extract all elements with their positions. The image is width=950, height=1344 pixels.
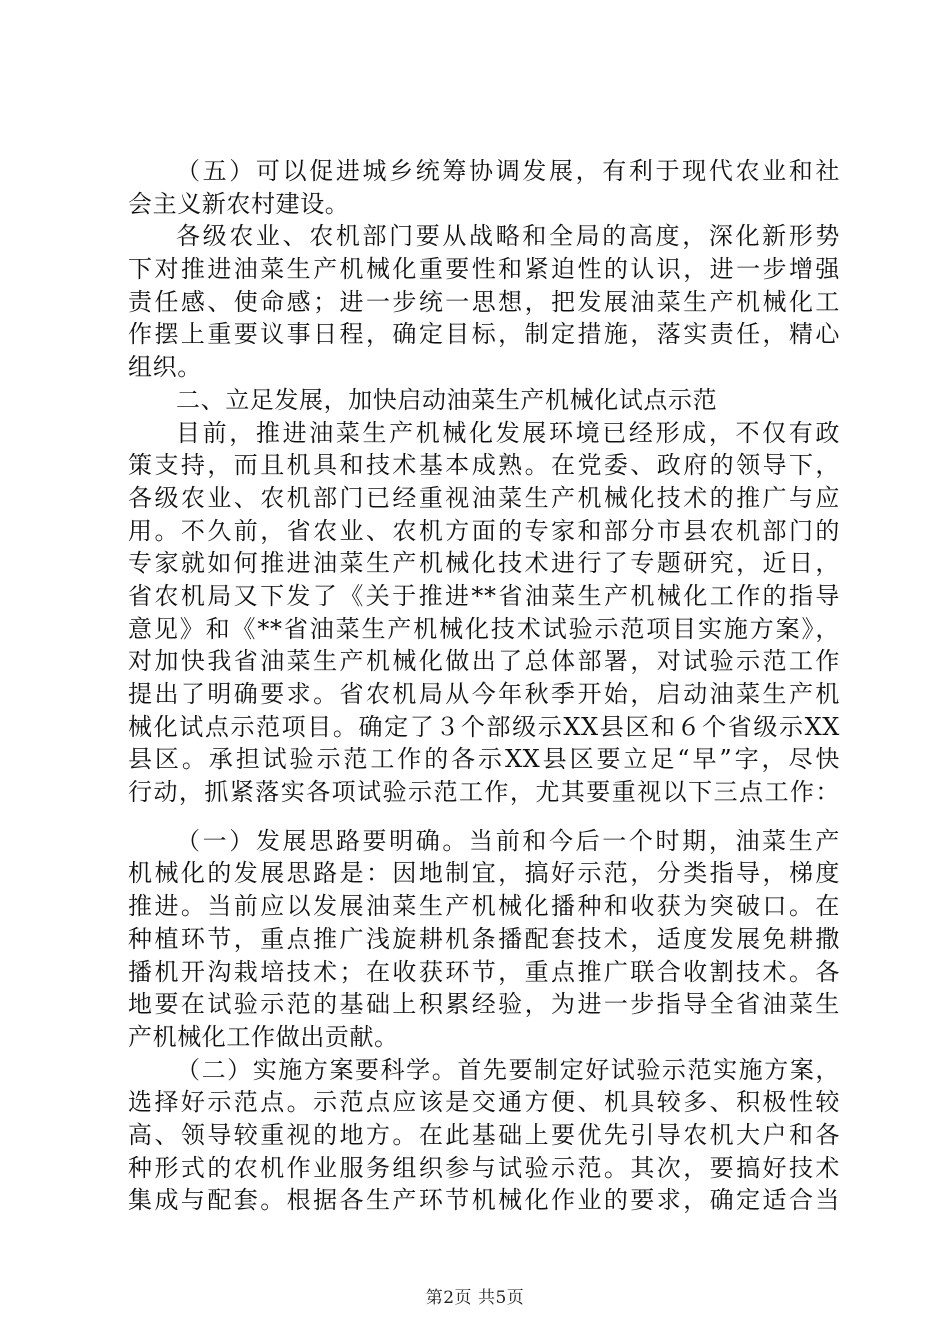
page-number-footer: 第2页 共5页 (425, 1288, 525, 1308)
paragraph-line: 集成与配套。根据各生产环节机械化作业的要求，确定适合当 (128, 1186, 840, 1215)
paragraph-line: 高、领导较重视的地方。在此基础上要优先引导农机大户和各 (128, 1120, 840, 1149)
paragraph-line: 目前，推进油菜生产机械化发展环境已经形成，不仅有政 (176, 418, 840, 447)
paragraph-line: 意见》和《**省油菜生产机械化技术试验示范项目实施方案》， (128, 614, 840, 643)
paragraph-line: 组织。 (128, 353, 202, 382)
paragraph-line: 选择好示范点。示范点应该是交通方便、机具较多、积极性较 (128, 1088, 840, 1117)
paragraph-line: 种植环节，重点推广浅旋耕机条播配套技术，适度发展免耕撒 (128, 924, 840, 953)
paragraph-line: 地要在试验示范的基础上积累经验，为进一步指导全省油菜生 (128, 990, 840, 1019)
paragraph-line: 会主义新农村建设。 (128, 189, 350, 218)
paragraph-line: 策支持，而且机具和技术基本成熟。在党委、政府的领导下， (128, 451, 840, 480)
paragraph-line: （二）实施方案要科学。首先要制定好试验示范实施方案， (176, 1055, 840, 1084)
paragraph-line: 省农机局又下发了《关于推进**省油菜生产机械化工作的指导 (128, 581, 840, 610)
paragraph-line: （五）可以促进城乡统筹协调发展，有利于现代农业和社 (176, 157, 840, 185)
paragraph-line: 专家就如何推进油菜生产机械化技术进行了专题研究，近日， (128, 549, 840, 578)
paragraph-line: 各级农业、农机部门要从战略和全局的高度，深化新形势 (176, 222, 840, 251)
paragraph-line: 县区。承担试验示范工作的各示XX县区要立足“早”字，尽快 (128, 745, 840, 774)
paragraph-line: 对加快我省油菜生产机械化做出了总体部署，对试验示范工作 (128, 647, 840, 676)
paragraph-line: 推进。当前应以发展油菜生产机械化播种和收获为突破口。在 (128, 892, 840, 921)
paragraph-line: 产机械化工作做出贡献。 (128, 1022, 399, 1051)
paragraph-line: 作摆上重要议事日程，确定目标，制定措施，落实责任，精心 (128, 320, 840, 349)
paragraph-line: 下对推进油菜生产机械化重要性和紧迫性的认识，进一步增强 (128, 255, 840, 284)
paragraph-line: 行动，抓紧落实各项试验示范工作，尤其要重视以下三点工作： (128, 778, 840, 807)
paragraph-line: 提出了明确要求。省农机局从今年秋季开始，启动油菜生产机 (128, 680, 840, 708)
paragraph-line: 各级农业、农机部门已经重视油菜生产机械化技术的推广与应 (128, 483, 840, 512)
paragraph-gap (128, 809, 840, 825)
section-heading: 二、立足发展，加快启动油菜生产机械化试点示范 (176, 385, 718, 414)
paragraph-line: （一）发展思路要明确。当前和今后一个时期，油菜生产 (176, 826, 840, 855)
paragraph-line: 责任感、使命感；进一步统一思想，把发展油菜生产机械化工 (128, 287, 840, 316)
paragraph-line: 械化试点示范项目。确定了３个部级示XX县区和６个省级示XX (128, 712, 840, 741)
paragraph-line: 机械化的发展思路是：因地制宜，搞好示范，分类指导，梯度 (128, 859, 840, 888)
paragraph-line: 播机开沟栽培技术；在收获环节，重点推广联合收割技术。各 (128, 957, 840, 986)
paragraph-line: 用。不久前，省农业、农机方面的专家和部分市县农机部门的 (128, 516, 840, 545)
paragraph-line: 种形式的农机作业服务组织参与试验示范。其次，要搞好技术 (128, 1153, 840, 1182)
document-body (128, 155, 840, 1217)
